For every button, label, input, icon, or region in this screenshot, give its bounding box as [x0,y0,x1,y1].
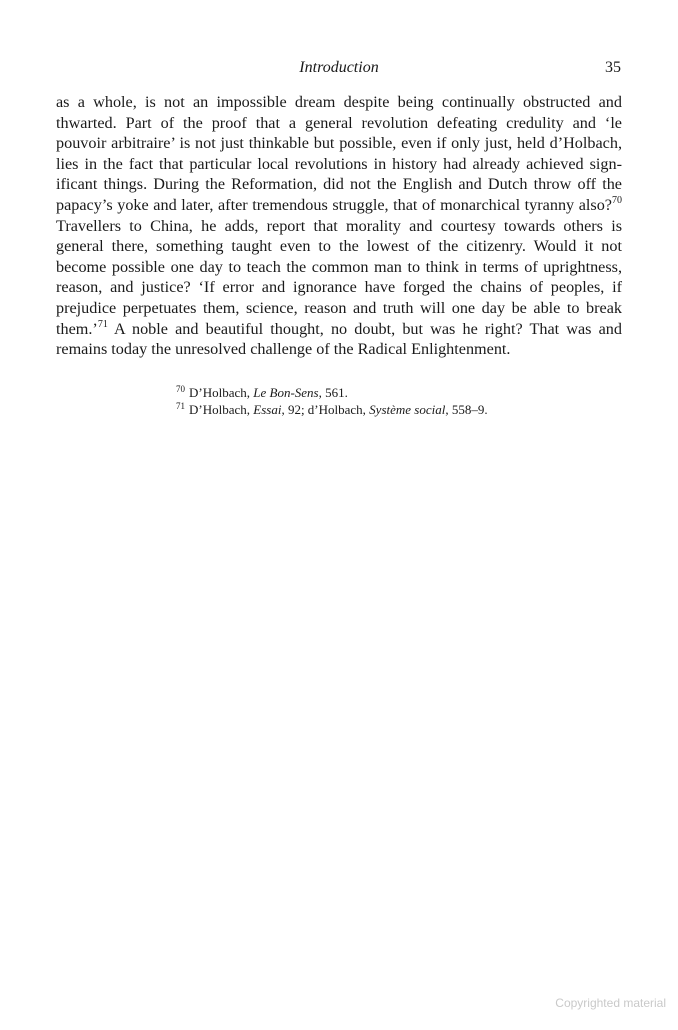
work-title: Le Bon-Sens [253,385,319,400]
text-line: them.’$^{71}$ A noble and beautiful thought, no doubt, but was he right? That was and [56,318,622,338]
footnotes [176,384,576,418]
text-line: reason, and justice? ‘If error and ignorance have forged the chains of peoples, if [56,278,622,297]
text-line: papacy’s yoke and later, after tremendous struggle, that of monarchical tyranny also?$^{70}$ [56,194,622,214]
footnote-number: 71 [176,401,185,411]
footnote-70: $^{70}$ D’Holbach, Le Bon-Sens, 561. [176,384,348,400]
text-line: thwarted. Part of the proof that a general revolution defeating credulity and ‘le [56,113,622,132]
text-line: lies in the fact that particular local revolutions in history had already achieved sign- [56,154,622,173]
page-number: 35 [605,59,621,76]
text-line: as a whole, is not an impossible dream despite being continually obstructed and [56,93,622,111]
footnote-ref-70[interactable]: 70 [612,194,622,206]
running-title: Introduction [299,59,379,76]
running-head [0,58,678,78]
work-title: Essai [253,402,282,417]
copyright-watermark: Copyrighted material [555,996,666,1010]
text-line: prejudice perpetuates them, science, reason and truth will one day be able to break [56,298,622,317]
work-title: Système social [369,402,446,417]
body-paragraph [56,92,622,360]
text-line: Travellers to China, he adds, report that morality and courtesy towards others is [56,216,622,235]
text-line: pouvoir arbitraire’ is not just thinkable but possible, even if only just, held d’Holbach, [56,134,622,153]
text-line: ificant things. During the Reformation, did not the English and Dutch throw off the [56,175,622,194]
footnote-number: 70 [176,384,185,394]
text-line: become possible one day to teach the common man to think in terms of uprightness, [56,257,622,276]
text-line: remains today the unresolved challenge of the Radical Enlightenment. [56,340,511,359]
footnote-71: $^{71}$ D’Holbach, Essai, 92; d’Holbach, Système social, 558–9. [176,401,488,417]
footnote-ref-71[interactable]: 71 [97,318,108,330]
text-line: general there, something taught even to the lowest of the citizenry. Would it not [56,237,622,256]
